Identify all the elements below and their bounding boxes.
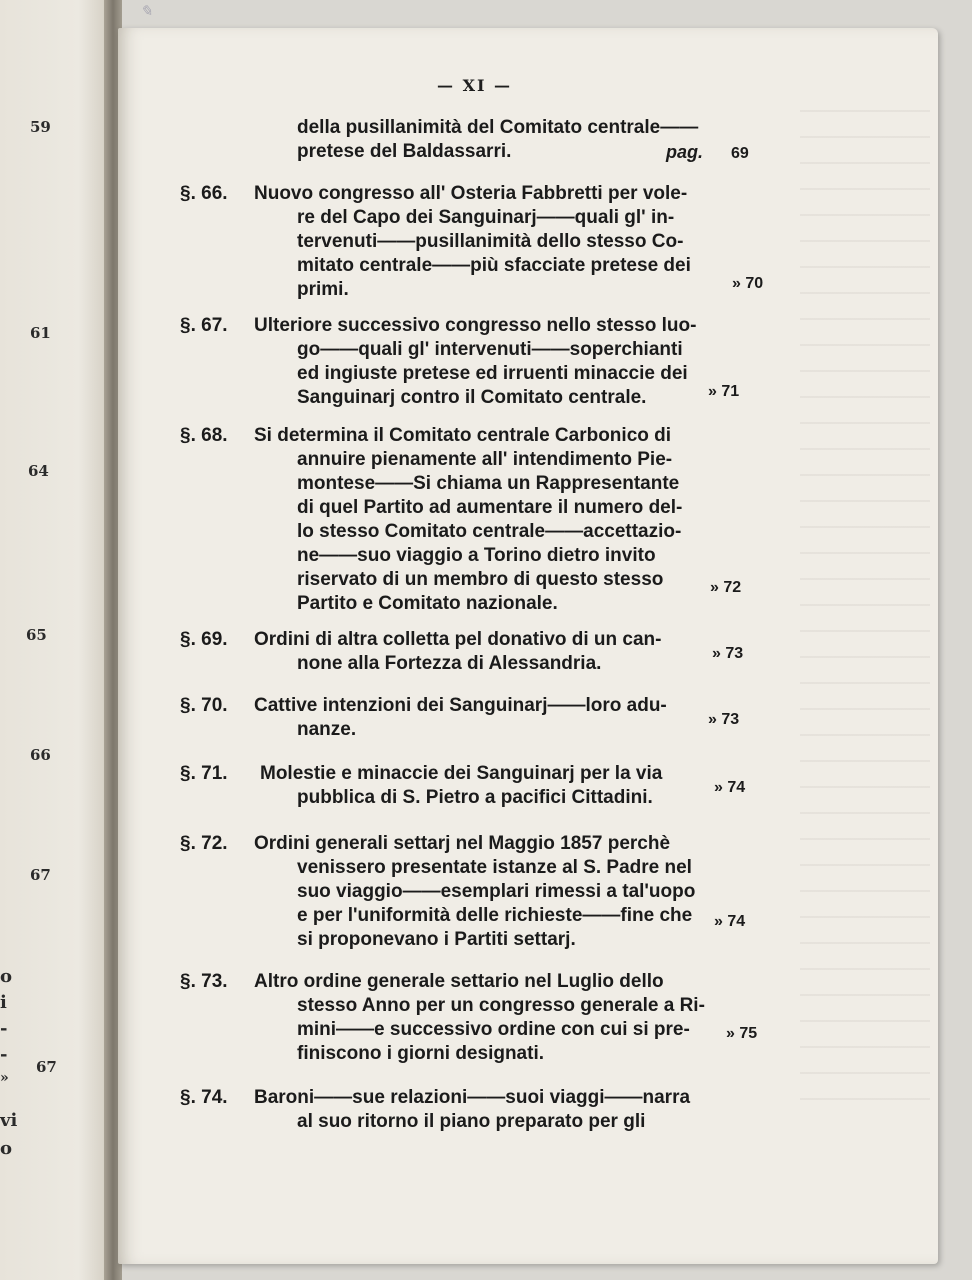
left-page-number: 67 xyxy=(36,1058,57,1076)
entry-line: Cattive intenzioni dei Sanguinarj——loro adu- xyxy=(254,695,667,716)
section-number: §. 70. xyxy=(180,695,228,716)
page-number: » 72 xyxy=(710,579,742,596)
entry-line: della pusillanimità del Comitato centrale—— xyxy=(297,117,699,138)
entry-line: Partito e Comitato nazionale. xyxy=(297,593,558,614)
entry-line: si proponevano i Partiti settarj. xyxy=(297,929,576,950)
entry-line: mini——e successivo ordine con cui si pre- xyxy=(297,1019,690,1040)
entry-line: re del Capo dei Sanguinarj——quali gl' in- xyxy=(297,207,675,228)
entry-line: ne——suo viaggio a Torino dietro invito xyxy=(297,545,656,566)
entry-line: al suo ritorno il piano preparato per gli xyxy=(297,1111,646,1132)
page-number: » 71 xyxy=(708,383,740,400)
entry-line: Si determina il Comitato centrale Carbonico di xyxy=(254,425,672,446)
entry-line: montese——Si chiama un Rappresentante xyxy=(297,473,680,494)
section-number: §. 72. xyxy=(180,833,228,854)
left-page-fragment: o xyxy=(0,966,13,987)
entry-line: stesso Anno per un congresso generale a Ri- xyxy=(297,995,705,1016)
bleed-through-decoration xyxy=(800,110,930,1110)
entry-line: none alla Fortezza di Alessandria. xyxy=(297,653,602,674)
page-number: 69 xyxy=(731,145,749,162)
entry-line: riservato di un membro di questo stesso xyxy=(297,569,664,590)
left-page-number: 61 xyxy=(30,324,51,342)
section-number: §. 69. xyxy=(180,629,228,650)
page-number: » 74 xyxy=(714,779,746,796)
page-header: — XI — xyxy=(437,76,513,95)
left-page-fragment: i xyxy=(0,992,7,1013)
entry-line: suo viaggio——esemplari rimessi a tal'uopo xyxy=(297,881,696,902)
entry-line: Ordini generali settarj nel Maggio 1857 perchè xyxy=(254,833,671,854)
left-page-number: 65 xyxy=(26,626,47,644)
page-number: » 73 xyxy=(712,645,744,662)
section-number: §. 74. xyxy=(180,1087,228,1108)
page-number: » 73 xyxy=(708,711,740,728)
entry-line: Sanguinarj contro il Comitato centrale. xyxy=(297,387,647,408)
entry-line: ed ingiuste pretese ed irruenti minaccie dei xyxy=(297,363,688,384)
left-page-number: 67 xyxy=(30,866,51,884)
entry-line: pretese del Baldassarri. xyxy=(297,141,512,162)
entry-line: nanze. xyxy=(297,719,357,740)
entry-line: Altro ordine generale settario nel Luglio dello xyxy=(254,971,664,992)
entry-line: finiscono i giorni designati. xyxy=(297,1043,545,1064)
left-page-number: 64 xyxy=(28,462,49,480)
section-number: §. 73. xyxy=(180,971,228,992)
left-page-fragment: - xyxy=(0,1018,8,1039)
left-page-number: 66 xyxy=(30,746,51,764)
entry-line: Baroni——sue relazioni——suoi viaggi——narra xyxy=(254,1087,691,1108)
entry-line: di quel Partito ad aumentare il numero del- xyxy=(297,497,683,518)
section-number: §. 67. xyxy=(180,315,228,336)
page-reference xyxy=(666,140,749,164)
section-number: §. 66. xyxy=(180,183,228,204)
page-number: » 74 xyxy=(714,913,746,930)
entry-line: Ulteriore successivo congresso nello stesso luo- xyxy=(254,315,697,336)
entry-line: go——quali gl' intervenuti——soperchianti xyxy=(297,339,683,360)
left-page-fragment: - xyxy=(0,1044,8,1065)
section-number: §. 68. xyxy=(180,425,228,446)
entry-line: pubblica di S. Pietro a pacifici Cittadini. xyxy=(297,787,653,808)
page-number: » 70 xyxy=(732,275,764,292)
entry-line: mitato centrale——più sfacciate pretese dei xyxy=(297,255,691,276)
entry-line: e per l'uniformità delle richieste——fine che xyxy=(297,905,693,926)
entry-line: lo stesso Comitato centrale——accettazio- xyxy=(297,521,682,542)
section-number: §. 71. xyxy=(180,763,228,784)
entry-line: venissero presentate istanze al S. Padre nel xyxy=(297,857,692,878)
entry-line: Ordini di altra colletta pel donativo di un can- xyxy=(254,629,662,650)
left-page-fragment: » xyxy=(0,1070,9,1086)
left-page-fragment: vi xyxy=(0,1110,18,1131)
pencil-mark-decoration: ✎ xyxy=(140,2,153,20)
pag-label: pag. xyxy=(666,142,704,162)
left-page xyxy=(0,0,112,1280)
left-page-fragment: o xyxy=(0,1138,13,1159)
entry-line: Nuovo congresso all' Osteria Fabbretti per vole- xyxy=(254,183,688,204)
page-number: » 75 xyxy=(726,1025,758,1042)
entry-line: Molestie e minaccie dei Sanguinarj per la via xyxy=(260,763,663,784)
entry-line: tervenuti——pusillanimità dello stesso Co- xyxy=(297,231,684,252)
left-page-number: 59 xyxy=(30,118,51,136)
entry-line: primi. xyxy=(297,279,349,300)
entry-line: annuire pienamente all' intendimento Pie- xyxy=(297,449,673,470)
